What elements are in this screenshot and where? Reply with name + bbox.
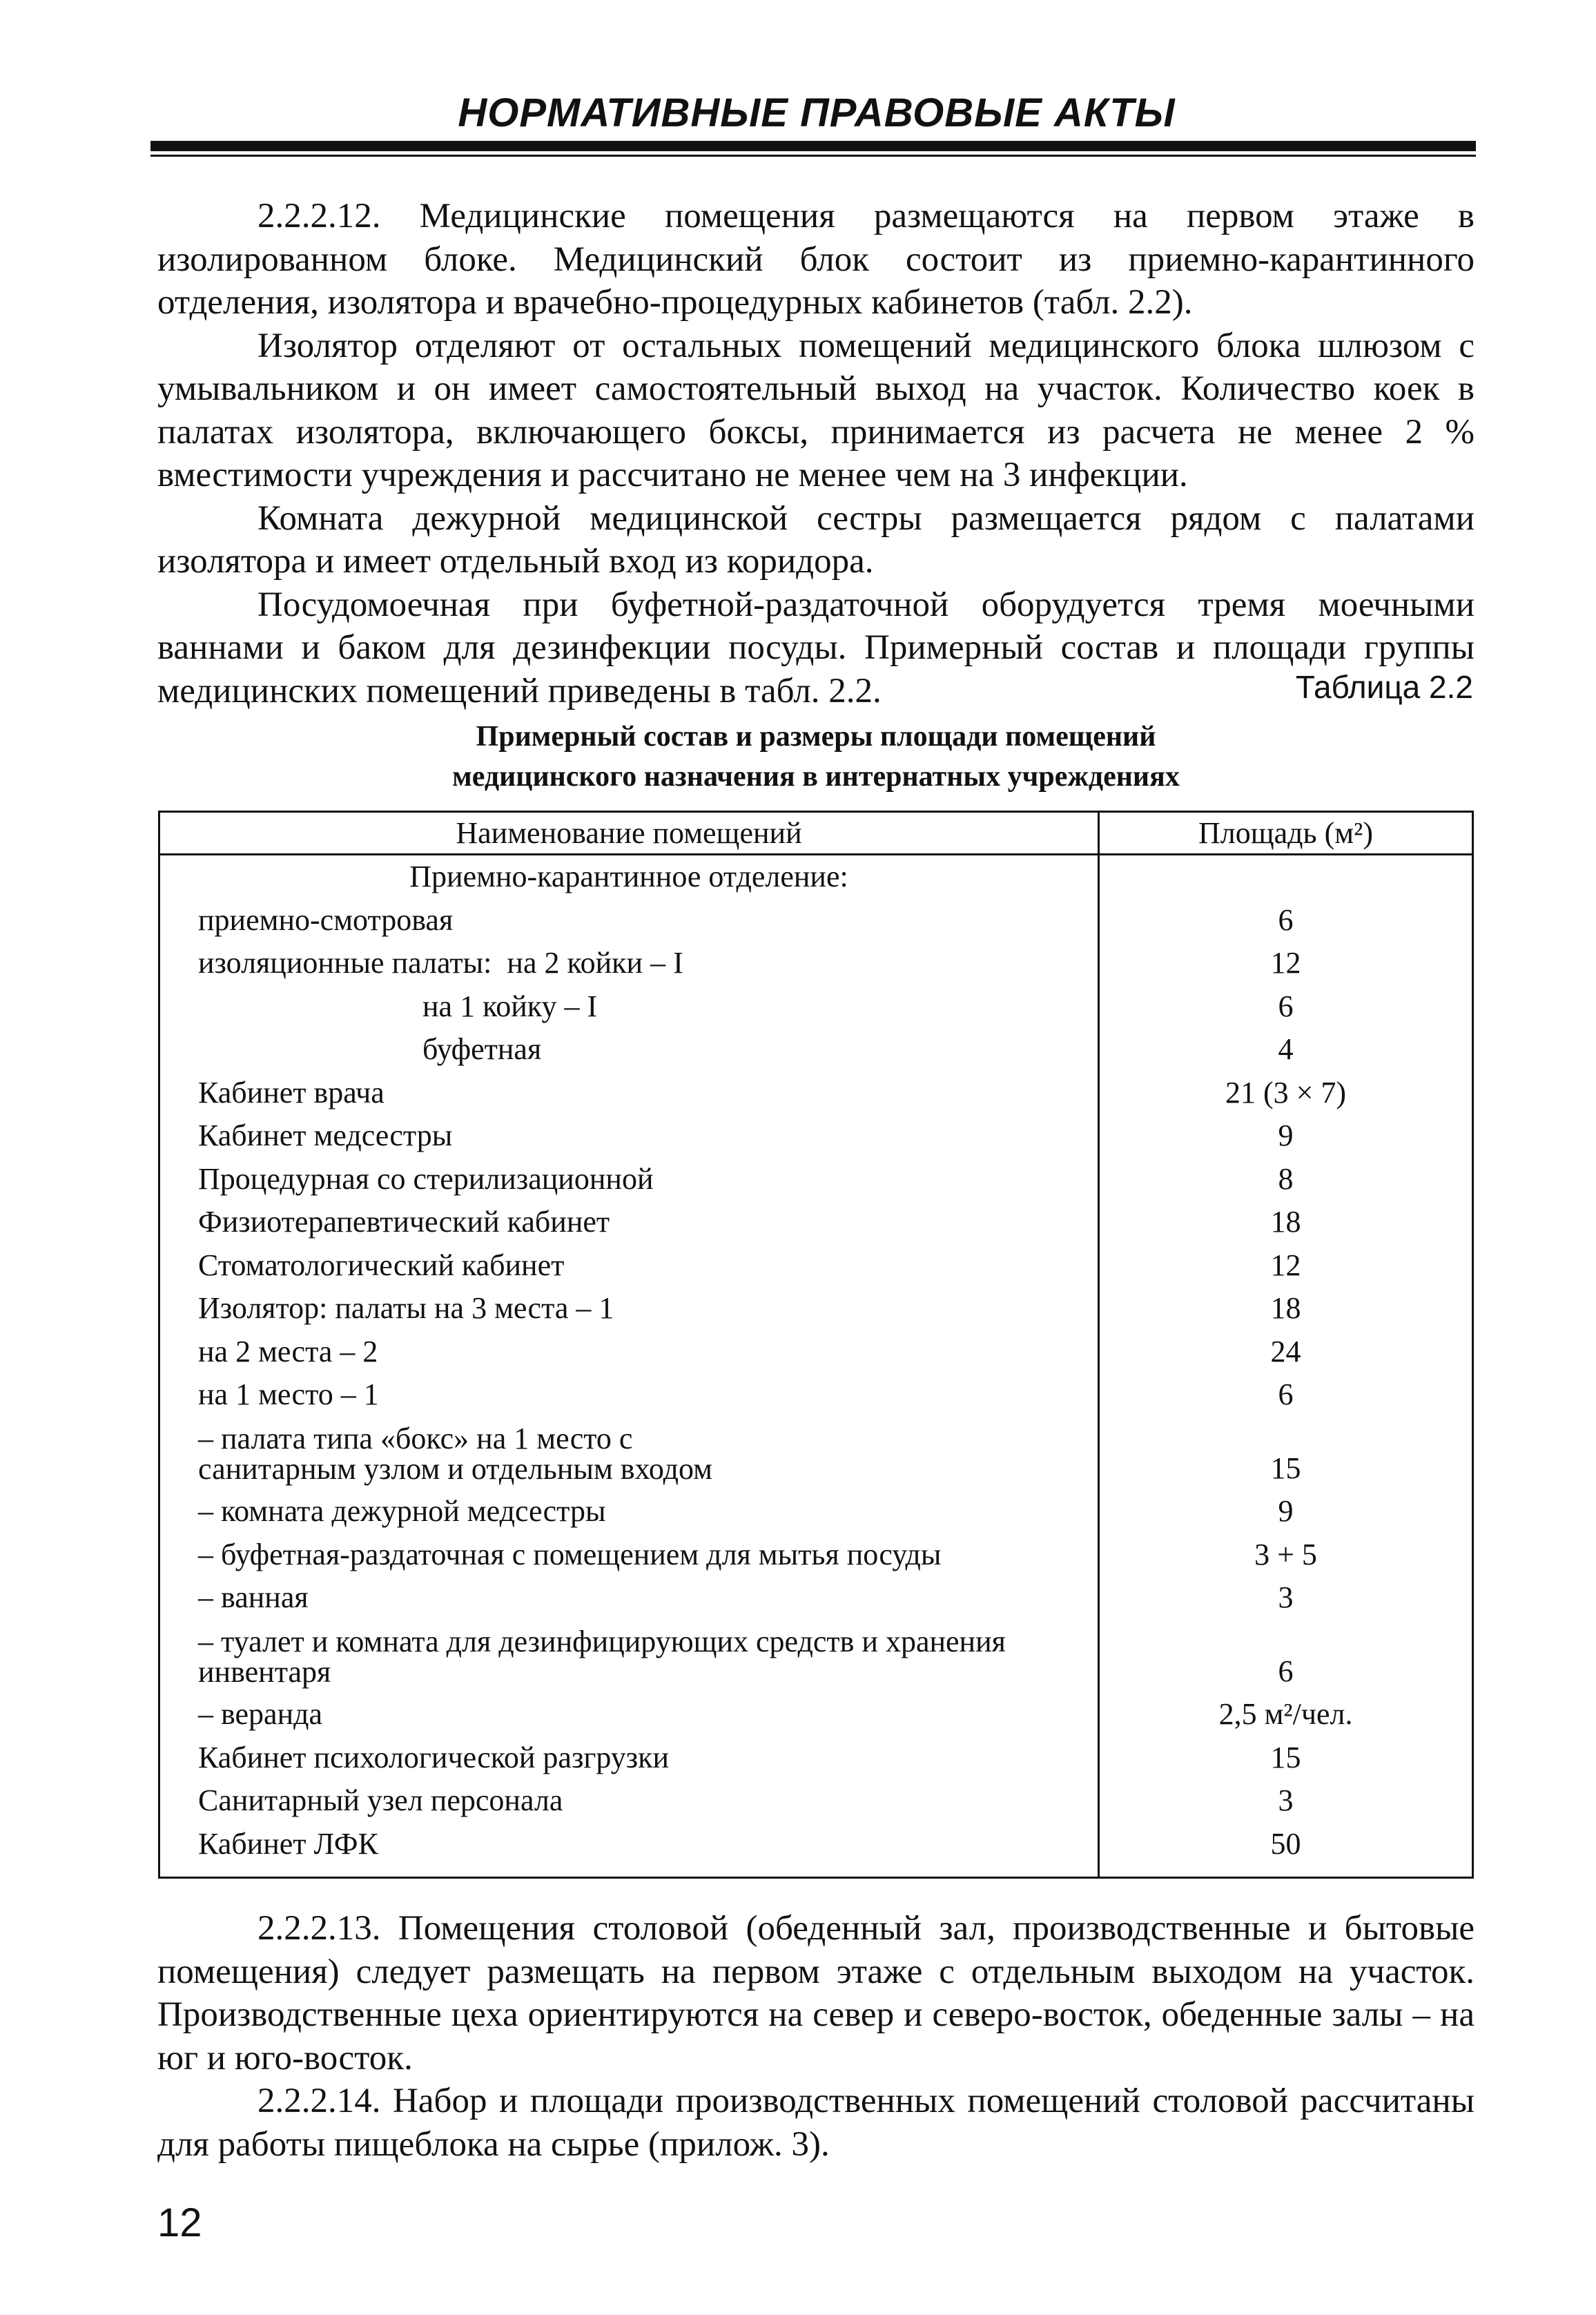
table-row	[160, 1620, 1472, 1694]
paragraph: Изолятор отделяют от остальных помещений медицинского блока шлюзом с умывальником и он имеет самостоятельный выход на участок. Количество коек в палатах изолятора, включающего боксы, принимается из расчета не менее 2 % вместимости учреждения и рассчитано не менее чем на 3 инфекции.	[157, 326, 1475, 494]
table-row	[160, 1779, 1472, 1823]
table-row	[160, 1244, 1472, 1288]
table-number: Таблица 2.2	[1295, 669, 1473, 705]
room-name: Стоматологический кабинет	[198, 1248, 565, 1282]
room-name: – туалет и комната для дезинфицирующих средств и хранения инвентаря	[198, 1624, 1006, 1689]
room-name: Приемно-карантинное отделение:	[409, 860, 848, 893]
table-title	[157, 717, 1475, 797]
table-row	[160, 1114, 1472, 1158]
column-header-name: Наименование помещений	[160, 813, 1098, 855]
room-name: Кабинет психологической разгрузки	[198, 1740, 670, 1774]
table-row	[160, 1158, 1472, 1201]
table-row	[160, 1330, 1472, 1374]
table-row	[160, 899, 1472, 942]
header-rule	[150, 141, 1476, 151]
paragraph: Посудомоечная при буфетной-раздаточной оборудуется тремя моечными ваннами и баком для дезинфекции посуды. Примерный состав и площади группы медицинских помещений приведены в табл. 2.2.	[157, 585, 1475, 710]
room-name: – веранда	[198, 1697, 323, 1731]
room-area: 18	[1270, 1205, 1301, 1239]
room-name: Кабинет ЛФК	[198, 1826, 378, 1861]
room-name: – комната дежурной медсестры	[198, 1494, 606, 1528]
room-name: Санитарный узел персонала	[198, 1783, 563, 1817]
room-area: 6	[1278, 989, 1294, 1023]
room-name: на 2 места – 2	[198, 1334, 378, 1368]
table-title-line: Примерный состав и размеры площади помещений	[476, 721, 1156, 753]
room-name: Процедурная со стерилизационной	[198, 1161, 654, 1196]
rooms-table	[158, 811, 1474, 1879]
room-name: приемно-смотровая	[198, 902, 454, 937]
paragraph: 2.2.2.12. Медицинские помещения размещаются на первом этаже в изолированном блоке. Медицинский блок состоит из приемно-карантинного отделения, изолятора и врачебно-процедурных кабинетов (табл. 2.2).	[157, 197, 1475, 322]
room-area: 6	[1278, 1654, 1294, 1688]
room-area: 12	[1270, 946, 1301, 980]
table-row	[160, 1490, 1472, 1533]
room-area: 9	[1278, 1494, 1294, 1528]
table-body	[160, 855, 1472, 1866]
room-area: 12	[1270, 1248, 1301, 1282]
room-name: Физиотерапевтический кабинет	[198, 1205, 610, 1239]
table-row	[160, 1028, 1472, 1072]
room-name: Кабинет врача	[198, 1075, 385, 1110]
room-name: изоляционные палаты: на 2 койки – I	[198, 946, 683, 980]
paragraph: 2.2.2.13. Помещения столовой (обеденный зал, производственные и бытовые помещения) следует размещать на первом этаже с отдельным выходом на участок. Производственные цеха ориентируются на север и северо-восток, обеденные залы – на юг и юго-восток.	[157, 1909, 1475, 2077]
table-row	[160, 1693, 1472, 1736]
room-area: 2,5 м²/чел.	[1218, 1697, 1353, 1731]
room-area: 3	[1278, 1580, 1294, 1614]
room-area: 6	[1278, 1377, 1294, 1411]
room-area: 8	[1278, 1161, 1294, 1196]
column-header-area: Площадь (м²)	[1100, 813, 1472, 855]
room-area: 15	[1270, 1451, 1301, 1485]
room-area: 4	[1278, 1032, 1294, 1066]
room-area: 50	[1270, 1826, 1301, 1861]
room-name: Изолятор: палаты на 3 места – 1	[198, 1291, 614, 1325]
table-row	[160, 1417, 1472, 1491]
room-area: 3 + 5	[1254, 1537, 1317, 1571]
room-name: Кабинет медсестры	[198, 1118, 453, 1152]
header-rule-thin	[150, 155, 1476, 157]
table-row	[160, 1736, 1472, 1780]
room-area: 18	[1270, 1291, 1301, 1325]
table-row	[160, 1823, 1472, 1866]
table-row	[160, 855, 1472, 899]
room-name: – ванная	[198, 1580, 309, 1614]
paragraph: 2.2.2.14. Набор и площади производственных помещений столовой рассчитаны для работы пищеблока на сырье (прилож. 3).	[157, 2082, 1475, 2164]
page-number: 12	[157, 2200, 202, 2245]
paragraph: Комната дежурной медицинской сестры размещается рядом с палатами изолятора и имеет отдельный вход из коридора.	[157, 498, 1475, 581]
room-area: 6	[1278, 902, 1294, 937]
room-name: – палата типа «бокс» на 1 место с санитарным узлом и отдельным входом	[198, 1421, 713, 1486]
room-area: 3	[1278, 1783, 1294, 1817]
room-area: 15	[1270, 1740, 1301, 1774]
intro-text	[157, 195, 1475, 713]
table-row	[160, 942, 1472, 985]
table-row	[160, 1287, 1472, 1330]
room-area: 24	[1270, 1334, 1301, 1368]
table-row	[160, 985, 1472, 1029]
table-row	[160, 1533, 1472, 1577]
table-row	[160, 1576, 1472, 1620]
table-row	[160, 1201, 1472, 1244]
room-area: 21 (3 × 7)	[1225, 1075, 1347, 1110]
table-title-line: медицинского назначения в интернатных учреждениях	[452, 761, 1180, 793]
outro-text	[157, 1907, 1475, 2166]
room-name: – буфетная-раздаточная с помещением для мытья посуды	[198, 1537, 942, 1571]
room-name: на 1 место – 1	[198, 1377, 379, 1411]
room-area: 9	[1278, 1118, 1294, 1152]
room-name: на 1 койку – I	[422, 989, 598, 1023]
room-name: буфетная	[422, 1032, 542, 1066]
table-row	[160, 1373, 1472, 1417]
table-row	[160, 1072, 1472, 1115]
page-header: НОРМАТИВНЫЕ ПРАВОВЫЕ АКТЫ	[458, 90, 1176, 135]
